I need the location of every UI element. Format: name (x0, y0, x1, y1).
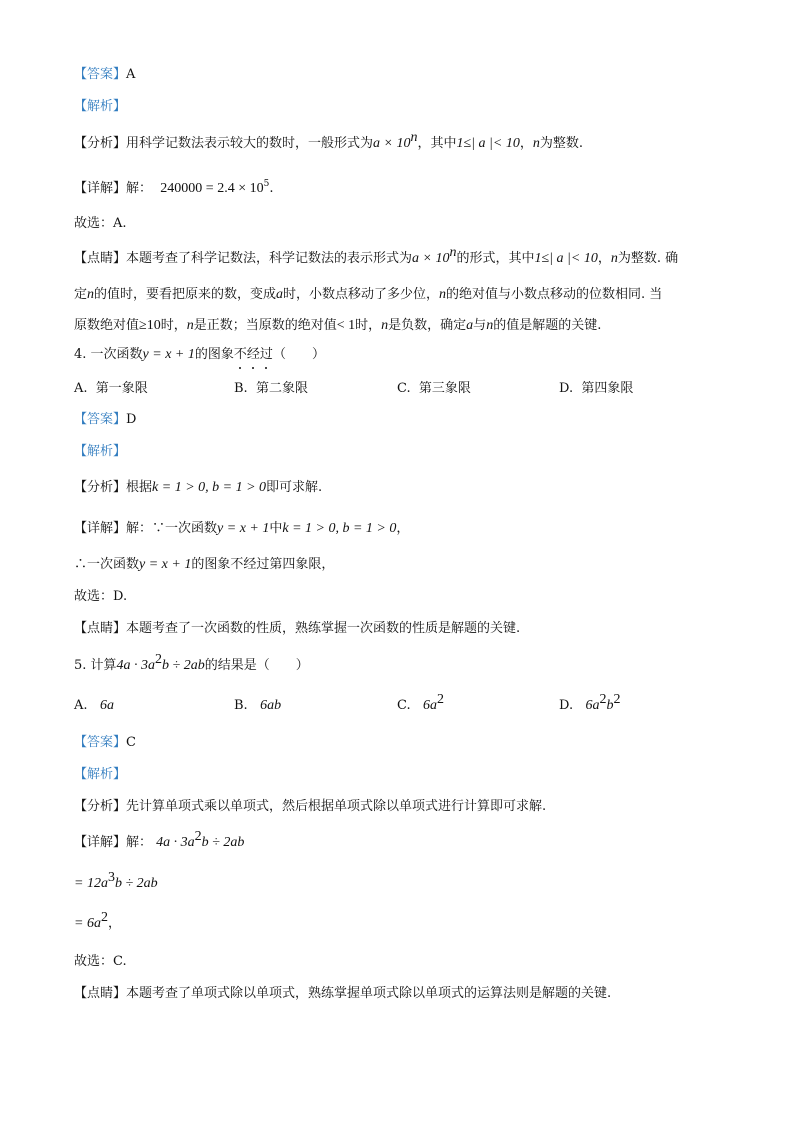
fenxi-text: 即可求解. (266, 480, 323, 495)
comment-text: 时，小数点移动了多少位， (283, 287, 440, 302)
formula: n (186, 318, 194, 333)
formula: n (532, 136, 540, 151)
q5-comment-line (74, 985, 611, 1003)
formula: n (381, 318, 389, 333)
q4-comment-line (74, 620, 520, 638)
comment-text: 时， (160, 318, 187, 333)
comment-text: ， (597, 251, 611, 266)
detail-text: 中 (269, 521, 283, 536)
fenxi-text: 根据 (126, 480, 153, 495)
stem-text: 的图象 (194, 347, 234, 362)
therefore-text: ∴一次函数 (74, 557, 140, 572)
answer-tag: 【答案】 (74, 67, 127, 82)
fenxi-text: 用科学记数法表示较大的数时，一般形式为 (126, 136, 374, 151)
formula: y = x + 1 (142, 347, 195, 362)
answer-tag: 【答案】 (74, 412, 127, 427)
formula: n (610, 251, 618, 266)
comment-text: 是负数，确定 (388, 318, 467, 333)
fenxi-text: 为整数. (539, 136, 583, 151)
formula: a × 10 (373, 136, 411, 151)
stem-text: 的结果是（ ） (204, 658, 309, 673)
comment-text: 本题考查了单项式除以单项式，熟练掌握单项式除以单项式的运算法则是解题的关键. (126, 986, 612, 1001)
step-text: ， (107, 916, 121, 931)
stem-text: 5. 计算 (74, 658, 117, 673)
q3-choice: 故选：A. (74, 216, 127, 231)
q4-choice: 故选：D. (74, 589, 128, 604)
q3-comment-line-2 (74, 286, 662, 304)
formula: ≥10 (139, 318, 161, 333)
answer-value: A (126, 67, 136, 82)
formula: n (87, 287, 95, 302)
formula: b ÷ 2ab (162, 658, 205, 673)
formula: n (439, 287, 447, 302)
q3-detail-line (74, 180, 273, 198)
formula: k = 1 > 0, b = 1 > 0 (282, 521, 397, 536)
q4-detail-line (74, 520, 409, 538)
comment-text: 的值是解题的关键. (493, 318, 602, 333)
detail-text: . (269, 181, 274, 196)
formula: a × 10 (412, 251, 450, 266)
comment-text: 为整数. 确 (617, 251, 679, 266)
emphasis-dotted: 不经过 (233, 347, 273, 362)
q3-answer-line (74, 66, 135, 84)
formula: < 1 (336, 318, 356, 333)
exponent: n (410, 130, 418, 145)
fenxi-tag: 【分析】 (74, 136, 127, 151)
formula: y = x + 1 (217, 521, 270, 536)
option-c: C. $6a^2$ (397, 692, 445, 713)
formula: 1≤| a |< 10 (456, 136, 520, 151)
q5-detail-line (74, 829, 245, 852)
fenxi-tag: 【分析】 (74, 799, 127, 814)
comment-text: 时， (355, 318, 382, 333)
answer-value: C (126, 735, 136, 750)
detail-tag: 【详解】 (74, 521, 127, 536)
q4-analysis-tag: 【解析】 (74, 444, 127, 459)
option-a: A. 第一象限 (74, 381, 148, 396)
formula: = 12a (74, 876, 108, 891)
exponent: 2 (155, 652, 163, 667)
formula: a (466, 318, 474, 333)
comment-text: 的绝对值与小数点移动的位数相同. 当 (446, 287, 663, 302)
comment-text: 原数绝对值 (74, 318, 140, 333)
option-d: D. 第四象限 (559, 381, 634, 396)
formula: 4a · 3a (116, 658, 156, 673)
q5-step-1 (74, 870, 158, 893)
q5-choice: 故选：C. (74, 954, 127, 969)
q4-stem (74, 346, 325, 364)
detail-text: ， (396, 521, 410, 536)
formula: n (486, 318, 494, 333)
exponent: n (449, 245, 457, 260)
comment-text: 与 (473, 318, 487, 333)
comment-tag: 【点睛】 (74, 251, 127, 266)
formula: 1≤| a |< 10 (534, 251, 598, 266)
stem-text: 4. 一次函数 (74, 347, 143, 362)
formula: 240000 = 2.4 × 10 (160, 181, 264, 196)
comment-text: 的值时，要看把原来的数，变成 (94, 287, 277, 302)
option-c: C. 第三象限 (397, 381, 471, 396)
formula: = 6a (74, 916, 101, 931)
option-b: B. 6ab (234, 698, 282, 713)
detail-tag: 【详解】 (74, 181, 127, 196)
formula: k = 1 > 0, b = 1 > 0 (152, 480, 267, 495)
q3-comment-line-3 (74, 317, 601, 335)
therefore-text: 的图象不经过第四象限， (191, 557, 335, 572)
q5-stem (74, 652, 309, 675)
formula: b ÷ 2ab (114, 876, 158, 891)
answer-value: D (126, 412, 137, 427)
comment-text: 本题考查了一次函数的性质，熟练掌握一次函数的性质是解题的关键. (126, 621, 521, 636)
fenxi-tag: 【分析】 (74, 480, 127, 495)
comment-tag: 【点睛】 (74, 986, 127, 1001)
formula: 4a · 3a (156, 835, 195, 850)
q4-fenxi-line (74, 479, 322, 497)
fenxi-text: 先计算单项式乘以单项式，然后根据单项式除以单项式进行计算即可求解. (126, 799, 547, 814)
option-a: A. 6a (74, 698, 114, 713)
formula: a (276, 287, 284, 302)
q4-answer-line (74, 411, 136, 429)
formula: b ÷ 2ab (201, 835, 245, 850)
exponent: 3 (107, 870, 115, 885)
comment-text: 定 (74, 287, 88, 302)
comment-text: 的形式，其中 (456, 251, 535, 266)
comment-tag: 【点睛】 (74, 621, 127, 636)
q5-step-2 (74, 910, 121, 933)
q5-fenxi-line (74, 798, 546, 816)
comment-text: 本题考查了科学记数法，科学记数法的表示形式为 (126, 251, 413, 266)
fenxi-text: ，其中 (417, 136, 457, 151)
option-b: B. 第二象限 (234, 381, 308, 396)
q3-analysis-tag: 【解析】 (74, 99, 127, 114)
q5-analysis-tag: 【解析】 (74, 767, 127, 782)
detail-text: 解： (126, 835, 153, 850)
q3-fenxi-line (74, 130, 583, 153)
q3-comment-line-1 (74, 245, 679, 268)
detail-text: 解：∵一次函数 (126, 521, 218, 536)
formula: y = x + 1 (139, 557, 192, 572)
option-d: D. $6a^2b^2$ (559, 692, 621, 713)
fenxi-text: ， (519, 136, 533, 151)
detail-tag: 【详解】 (74, 835, 127, 850)
stem-text: （ ） (272, 347, 325, 362)
comment-text: 是正数；当原数的绝对值 (193, 318, 337, 333)
q5-answer-line (74, 734, 136, 752)
exponent: 2 (100, 910, 108, 925)
detail-text: 解： (126, 181, 153, 196)
exponent: 2 (194, 829, 202, 844)
exponent: 5 (263, 179, 270, 189)
answer-tag: 【答案】 (74, 735, 127, 750)
q4-therefore-line (74, 556, 334, 574)
